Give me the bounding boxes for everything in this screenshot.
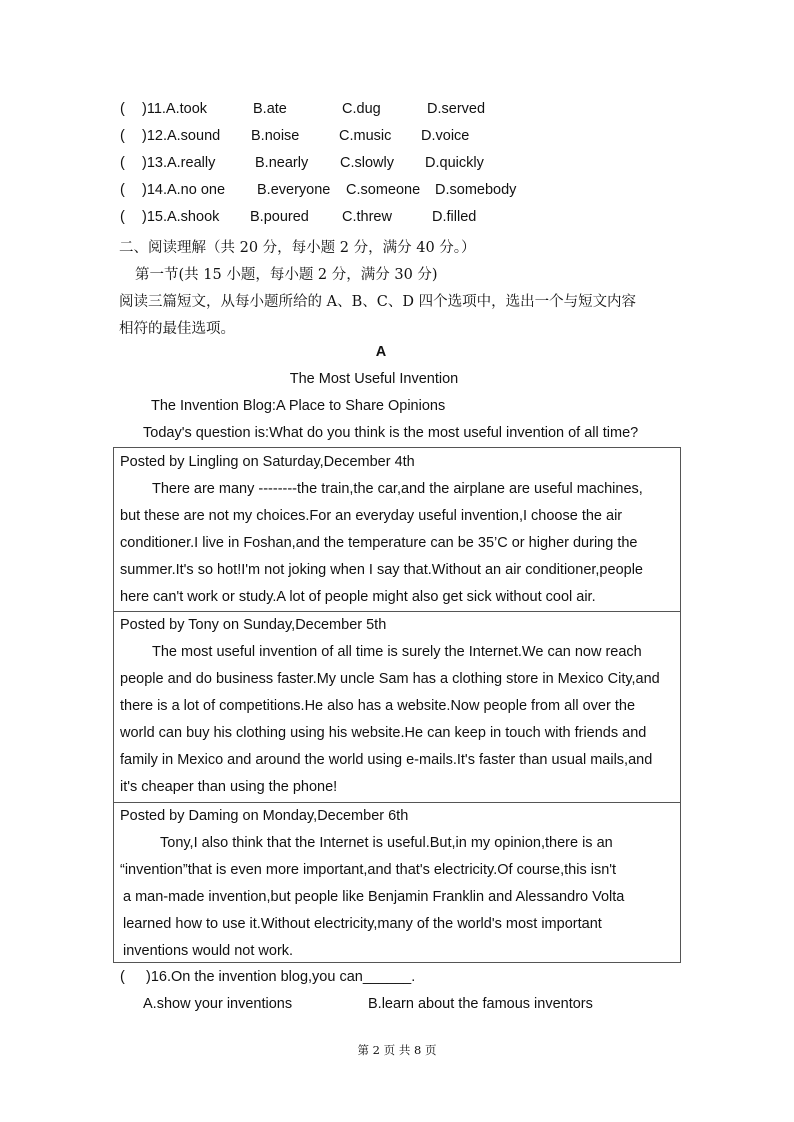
answer-paren: ( [120,969,125,985]
option-c: C.dug [342,101,381,117]
post-line: inventions would not work. [123,943,294,959]
blog-post-tony [114,611,680,802]
post-header: Posted by Tony on Sunday,December 5th [120,617,387,633]
option-d: D.filled [432,209,477,225]
passage-label: A [375,344,387,360]
option-c: C.music [339,128,392,144]
instruction-line: 阅读三篇短文，从每小题所给的 A、B、C、D 四个选项中，选出一个与短文内容 [119,294,637,310]
post-line: a man-made invention,but people like Benjamin Franklin and Alessandro Volta [123,889,625,905]
post-line: people and do business faster.My uncle Sam has a clothing store in Mexico City,and [120,671,660,687]
passage-title: The Most Useful Invention [289,371,459,387]
part-heading: 第一节(共 15 小题，每小题 2 分，满分 30 分) [135,267,438,283]
question-13 [120,155,540,175]
blog-posts-table [113,447,681,963]
post-header: Posted by Daming on Monday,December 6th [120,808,409,824]
answer-paren: ( [120,182,125,198]
post-line: There are many --------the train,the car,and the airplane are useful machines, [152,481,643,497]
question-16-options [143,996,663,1016]
post-line: summer.It's so hot!I'm not joking when I say that.Without an air conditioner,people [120,562,643,578]
option-d: D.quickly [425,155,484,171]
post-line: but these are not my choices.For an everyday useful invention,I choose the air [120,508,623,524]
option-d: D.somebody [435,182,517,198]
option-b: B.poured [250,209,309,225]
question-stem: )15.A.shook [142,209,220,225]
post-line: conditioner.I live in Foshan,and the temperature can be 35’C or higher during the [120,535,638,551]
blog-post-lingling [114,448,680,611]
post-header: Posted by Lingling on Saturday,December 4th [120,454,415,470]
question-15 [120,209,540,229]
post-line: “invention”that is even more important,and that's electricity.Of course,this isn't [120,862,617,878]
post-line: there is a lot of competitions.He also has a website.Now people from all over the [120,698,636,714]
option-d: D.served [427,101,486,117]
question-14 [120,182,540,202]
option-b: B.everyone [257,182,331,198]
post-line: here can't work or study.A lot of people might also get sick without cool air. [120,589,596,605]
question-11 [120,101,540,121]
question-stem: )13.A.really [142,155,216,171]
option-c: C.threw [342,209,392,225]
answer-paren: ( [120,155,125,171]
post-line: The most useful invention of all time is surely the Internet.We can now reach [152,644,642,660]
post-line: family in Mexico and around the world using e-mails.It's faster than usual mails,and [120,752,653,768]
question-stem: )14.A.no one [142,182,226,198]
post-line: Tony,I also think that the Internet is useful.But,in my opinion,there is an [160,835,613,851]
instruction-line: 相符的最佳选项。 [119,321,235,337]
question-stem: )11.A.took [142,101,208,117]
page-footer: 第 2 页 共 8 页 [357,1043,437,1057]
option-b: B.nearly [255,155,309,171]
option-a: A.show your inventions [143,996,293,1012]
option-b: B.noise [251,128,300,144]
question-16 [120,969,540,989]
answer-paren: ( [120,209,125,225]
option-c: C.slowly [340,155,394,171]
option-b: B.ate [253,101,287,117]
blog-question: Today's question is:What do you think is the most useful invention of all time? [143,425,639,441]
blog-title: The Invention Blog:A Place to Share Opinions [151,398,446,414]
option-b: B.learn about the famous inventors [368,996,593,1012]
section-heading: 二、阅读理解（共 20 分，每小题 2 分，满分 40 分。） [119,240,476,256]
question-stem: )12.A.sound [142,128,221,144]
question-12 [120,128,540,148]
post-line: world can buy his clothing using his website.He can keep in touch with friends and [120,725,647,741]
blog-post-daming [114,802,680,962]
answer-paren: ( [120,128,125,144]
question-stem: )16.On the invention blog,you can______. [146,969,416,985]
answer-paren: ( [120,101,125,117]
option-c: C.someone [346,182,421,198]
post-line: it's cheaper than using the phone! [120,779,338,795]
option-d: D.voice [421,128,470,144]
post-line: learned how to use it.Without electricity,many of the world's most important [123,916,602,932]
